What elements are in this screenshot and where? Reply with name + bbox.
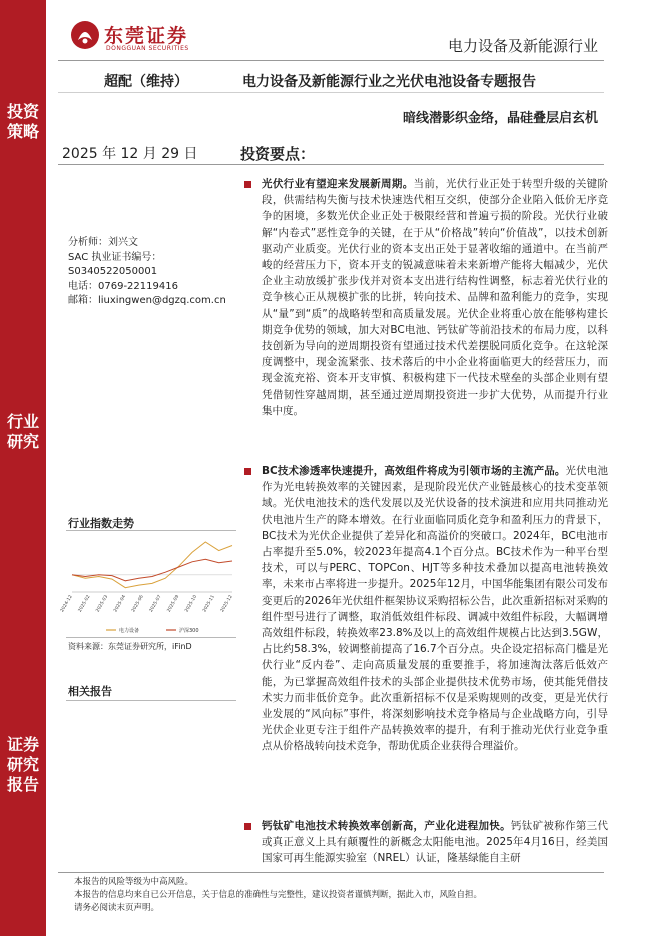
footer-notice: 请务必阅读末页声明。 [74, 903, 160, 913]
side-label-industry: 行业研究 [6, 412, 39, 451]
brand-logo [70, 18, 200, 58]
chart-bottom-rule [66, 637, 236, 638]
chart-tick-label: 2025-04 [113, 594, 128, 614]
analyst-cert-no: S0340522050001 [68, 266, 158, 278]
section-pv-cycle [262, 176, 608, 419]
side-label-strategy: 投资策略 [6, 102, 39, 141]
rating: 超配（维持） [104, 74, 188, 90]
chart-legend-label: 电力设备 [119, 628, 140, 634]
section-heading: 光伏行业有望迎来发展新周期。 [262, 178, 414, 190]
chart-source: 资料来源：东莞证券研究所，iFinD [68, 642, 192, 651]
title-divider [58, 92, 604, 93]
section-heading: BC技术渗透率快速提升，高效组件将成为引领市场的主流产品。 [262, 465, 566, 477]
chart-tick-label: 2025-02 [77, 594, 92, 614]
section-body: 当前，光伏行业正处于转型升级的关键阶段，供需结构失衡与技术快速迭代相互交织，使部分企业陷入低价无序竞争的困境，多数光伏企业正处于极限经营和普遍亏损的阶段。光伏行业破解“内卷式”恶性竞争的关键，在于从“价格战”转向“价值战”，以技术创新驱动产业质变。光伏行业的资本支出正处于显著收缩的通道中。在当前严峻的经营压力下，资本开支的锐减意味着未来新增产能将大幅减少，光伏企业主动放缓扩张步伐并对资本支出进行结构性调整，标志着光伏行业的竞争核心正从规模扩张的比拼，转向技术、品牌和盈利能力的竞争，实现从“量”到“质”的战略转型和高质量发展。光伏企业将重心放在能够构建长期竞争优势的领域，加大对BC电池、钙钛矿等前沿技术的布局力度，以科技创新为导向的逆周期投资有望通过技术代差摆脱同质化竞争。在这轮深度调整中，现金流紧张、技术落后的中小企业将面临更大的经营压力，而现金流充裕、资本开支审慎、积极构建下一代技术壁垒的头部企业则有望凭借韧性穿越周期，甚至通过逆周期投资进一步扩大优势，从而提升行业集中度。 [262, 178, 608, 417]
section-body: 钙钛矿被称作第三代或真正意义上具有颠覆性的新概念太阳能电池。2025年4月16日，经美国国家可再生能源实验室（NREL）认证，隆基绿能自主研 [262, 820, 609, 865]
chart-tick-label: 2024-12 [59, 594, 74, 614]
section-bc-tech [262, 463, 608, 755]
section-bullet-icon [244, 181, 251, 188]
header-industry: 电力设备及新能源行业 [447, 37, 598, 55]
chart-tick-label: 2025-09 [166, 594, 181, 614]
related-rule [66, 700, 236, 701]
side-bar [0, 0, 46, 936]
chart-legend-label: 沪深300 [179, 628, 199, 634]
chart-tick-label: 2025-11 [202, 594, 216, 614]
key-points-title: 投资要点： [240, 145, 316, 163]
chart-title: 行业指数走势 [68, 517, 134, 530]
footer [74, 876, 614, 915]
chart-tick-label: 2025-12 [219, 594, 234, 614]
section-perovskite [262, 818, 608, 867]
footer-risk: 本报告的风险等级为中高风险。 [74, 877, 194, 887]
footer-divider [58, 872, 604, 873]
section-body: 光伏电池作为光电转换效率的关键因素，是现阶段光伏产业链最核心的技术变革领域。光伏电池技术的迭代发展以及光伏设备的技术演进和应用共同推动光伏电池片生产的降本增效。在行业面临同质化竞争和盈利压力的背景下，BC技术为光伏企业提供了差异化和高溢价的突破口。2024年，BC电池市占率提升至5.0%，较2023年提高4.1个百分点。BC技术作为一种平台型技术，可以与PERC、TOPCon、HJT等多种技术叠加以提高电池转换效率，未来市占率将进一步提升。2025年12月，中国华能集团有限公司发布变更后的2026年光伏组件框架协议采购招标公告，此次重新招标对采购的组件型号进行了调整，取消低效组件标段、调减中效组件标段，大幅调增高效组件标段，转换效率23.8%及以上的高效组件规模占比达到3.5GW，占比约58.3%，较调整前提高了16.7个百分点。央企设定招标高门槛是光伏行业“反内卷”、走向高质量发展的重要推手，将加速淘汰落后低效产能，为已掌握高效组件技术的头部企业提供技术优势市场，使其能凭借技术实力而非低价竞争。此次重新招标不仅是采购规则的改变，更是光伏行业发展的“风向标”事件，将深刻影响技术竞争格局与企业战略方向，引导光伏企业更专注于组件产品转换效率的提升，有利于推动光伏行业竞争重点从价格战转向技术竞争，帮助优质企业获得合理溢价。 [262, 465, 608, 753]
section-heading: 钙钛矿电池技术转换效率创新高，产业化进程加快。 [262, 820, 511, 832]
report-date: 2025 年 12 月 29 日 [62, 146, 198, 162]
logo-mark-icon [70, 20, 100, 50]
index-chart [59, 530, 239, 635]
report-subtitle: 暗线潜影织金络，晶硅叠层启玄机 [402, 111, 598, 126]
key-points-divider [58, 164, 604, 165]
chart-series-line [72, 542, 232, 588]
chart-series-line [72, 559, 232, 581]
analyst-cert-label: SAC 执业证书编号： [68, 251, 162, 263]
related-reports-title: 相关报告 [68, 685, 112, 698]
chart-tick-label: 2025-03 [95, 594, 110, 614]
footer-disclaimer: 本报告的信息均来自已公开信息，关于信息的准确性与完整性，建议投资者谨慎判断，据此入市，风险自担。 [74, 890, 483, 900]
report-title: 电力设备及新能源行业之光伏电池设备专题报告 [242, 74, 536, 90]
index-chart-svg [59, 530, 239, 635]
header-divider [58, 60, 604, 61]
side-label-report: 证券研究报告 [6, 735, 39, 794]
analyst-name: 分析师：刘兴文 [68, 237, 138, 248]
section-bullet-icon [244, 823, 251, 830]
brand-name: 东莞证券 [104, 25, 189, 47]
analyst-phone: 电话：0769-22119416 [68, 280, 178, 292]
chart-tick-label: 2025-06 [131, 594, 145, 614]
section-bullet-icon [244, 468, 251, 475]
brand-name-en: DONGGUAN SECURITIES [106, 45, 189, 52]
analyst-info [68, 236, 243, 309]
analyst-email: 邮箱：liuxingwen@dgzq.com.cn [68, 295, 226, 307]
chart-tick-label: 2025-10 [184, 594, 199, 614]
chart-tick-label: 2025-07 [148, 594, 163, 614]
